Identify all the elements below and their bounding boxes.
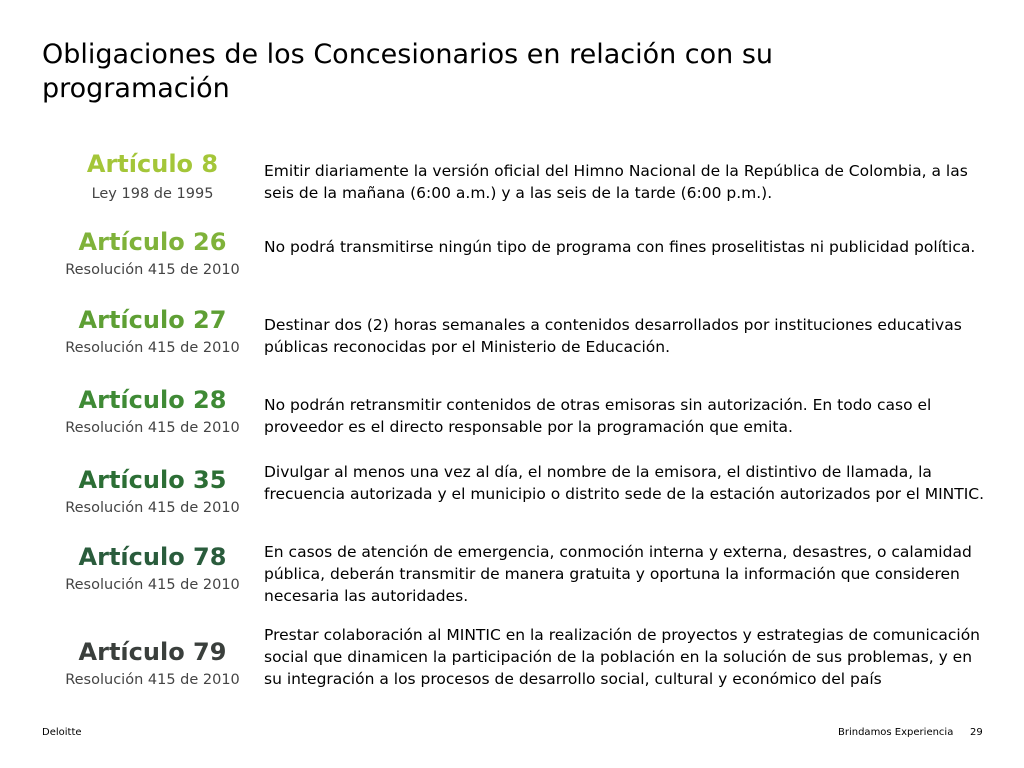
article-description: No podrá transmitirse ningún tipo de programa con fines proselitistas ni publicidad política. <box>264 238 976 256</box>
article-label: Artículo 27 <box>78 306 227 334</box>
article-heading <box>40 306 265 357</box>
article-label: Artículo 26 <box>78 228 227 256</box>
article-source: Resolución 415 de 2010 <box>65 500 240 516</box>
article-source: Resolución 415 de 2010 <box>65 672 240 688</box>
article-source: Resolución 415 de 2010 <box>65 340 240 356</box>
article-heading <box>40 150 265 203</box>
article-description: No podrán retransmitir contenidos de otras emisoras sin autorización. En todo caso el proveedor es el directo responsable por la programación que emita. <box>264 396 932 436</box>
article-heading <box>40 543 265 594</box>
article-description: Prestar colaboración al MINTIC en la realización de proyectos y estrategias de comunicación social que dinamicen la participación de la población en la solución de sus problemas, y en su integración a los procesos de desarrollo social, cultural y económico del país <box>264 626 980 688</box>
article-label: Artículo 8 <box>86 150 219 178</box>
article-heading <box>40 466 265 517</box>
article-heading <box>40 228 265 279</box>
article-source: Ley 198 de 1995 <box>91 186 214 202</box>
article-label: Artículo 78 <box>78 543 227 571</box>
slide-title: Obligaciones de los Concesionarios en relación con su programación <box>42 39 774 104</box>
article-heading <box>40 638 265 689</box>
article-source: Resolución 415 de 2010 <box>65 420 240 436</box>
article-source: Resolución 415 de 2010 <box>65 577 240 593</box>
article-description: Divulgar al menos una vez al día, el nombre de la emisora, el distintivo de llamada, la frecuencia autorizada y el municipio o distrito sede de la estación autorizados por el MINTIC. <box>264 463 985 503</box>
footer-brand: Deloitte <box>42 727 82 738</box>
article-description: En casos de atención de emergencia, conmoción interna y externa, desastres, o calamidad pública, deberán transmitir de manera gratuita y oportuna la información que consideren necesaria las autoridades. <box>264 543 972 605</box>
article-description: Emitir diariamente la versión oficial del Himno Nacional de la República de Colombia, a las seis de la mañana (6:00 a.m.) y a las seis de la tarde (6:00 p.m.). <box>264 162 968 202</box>
article-heading <box>40 386 265 437</box>
article-label: Artículo 79 <box>78 638 227 666</box>
page-number: 29 <box>970 727 983 738</box>
article-source: Resolución 415 de 2010 <box>65 262 240 278</box>
article-label: Artículo 35 <box>78 466 227 494</box>
article-label: Artículo 28 <box>78 386 227 414</box>
article-description: Destinar dos (2) horas semanales a contenidos desarrollados por instituciones educativas públicas reconocidas por el Ministerio de Educación. <box>264 316 962 356</box>
footer-tagline: Brindamos Experiencia <box>838 727 954 738</box>
